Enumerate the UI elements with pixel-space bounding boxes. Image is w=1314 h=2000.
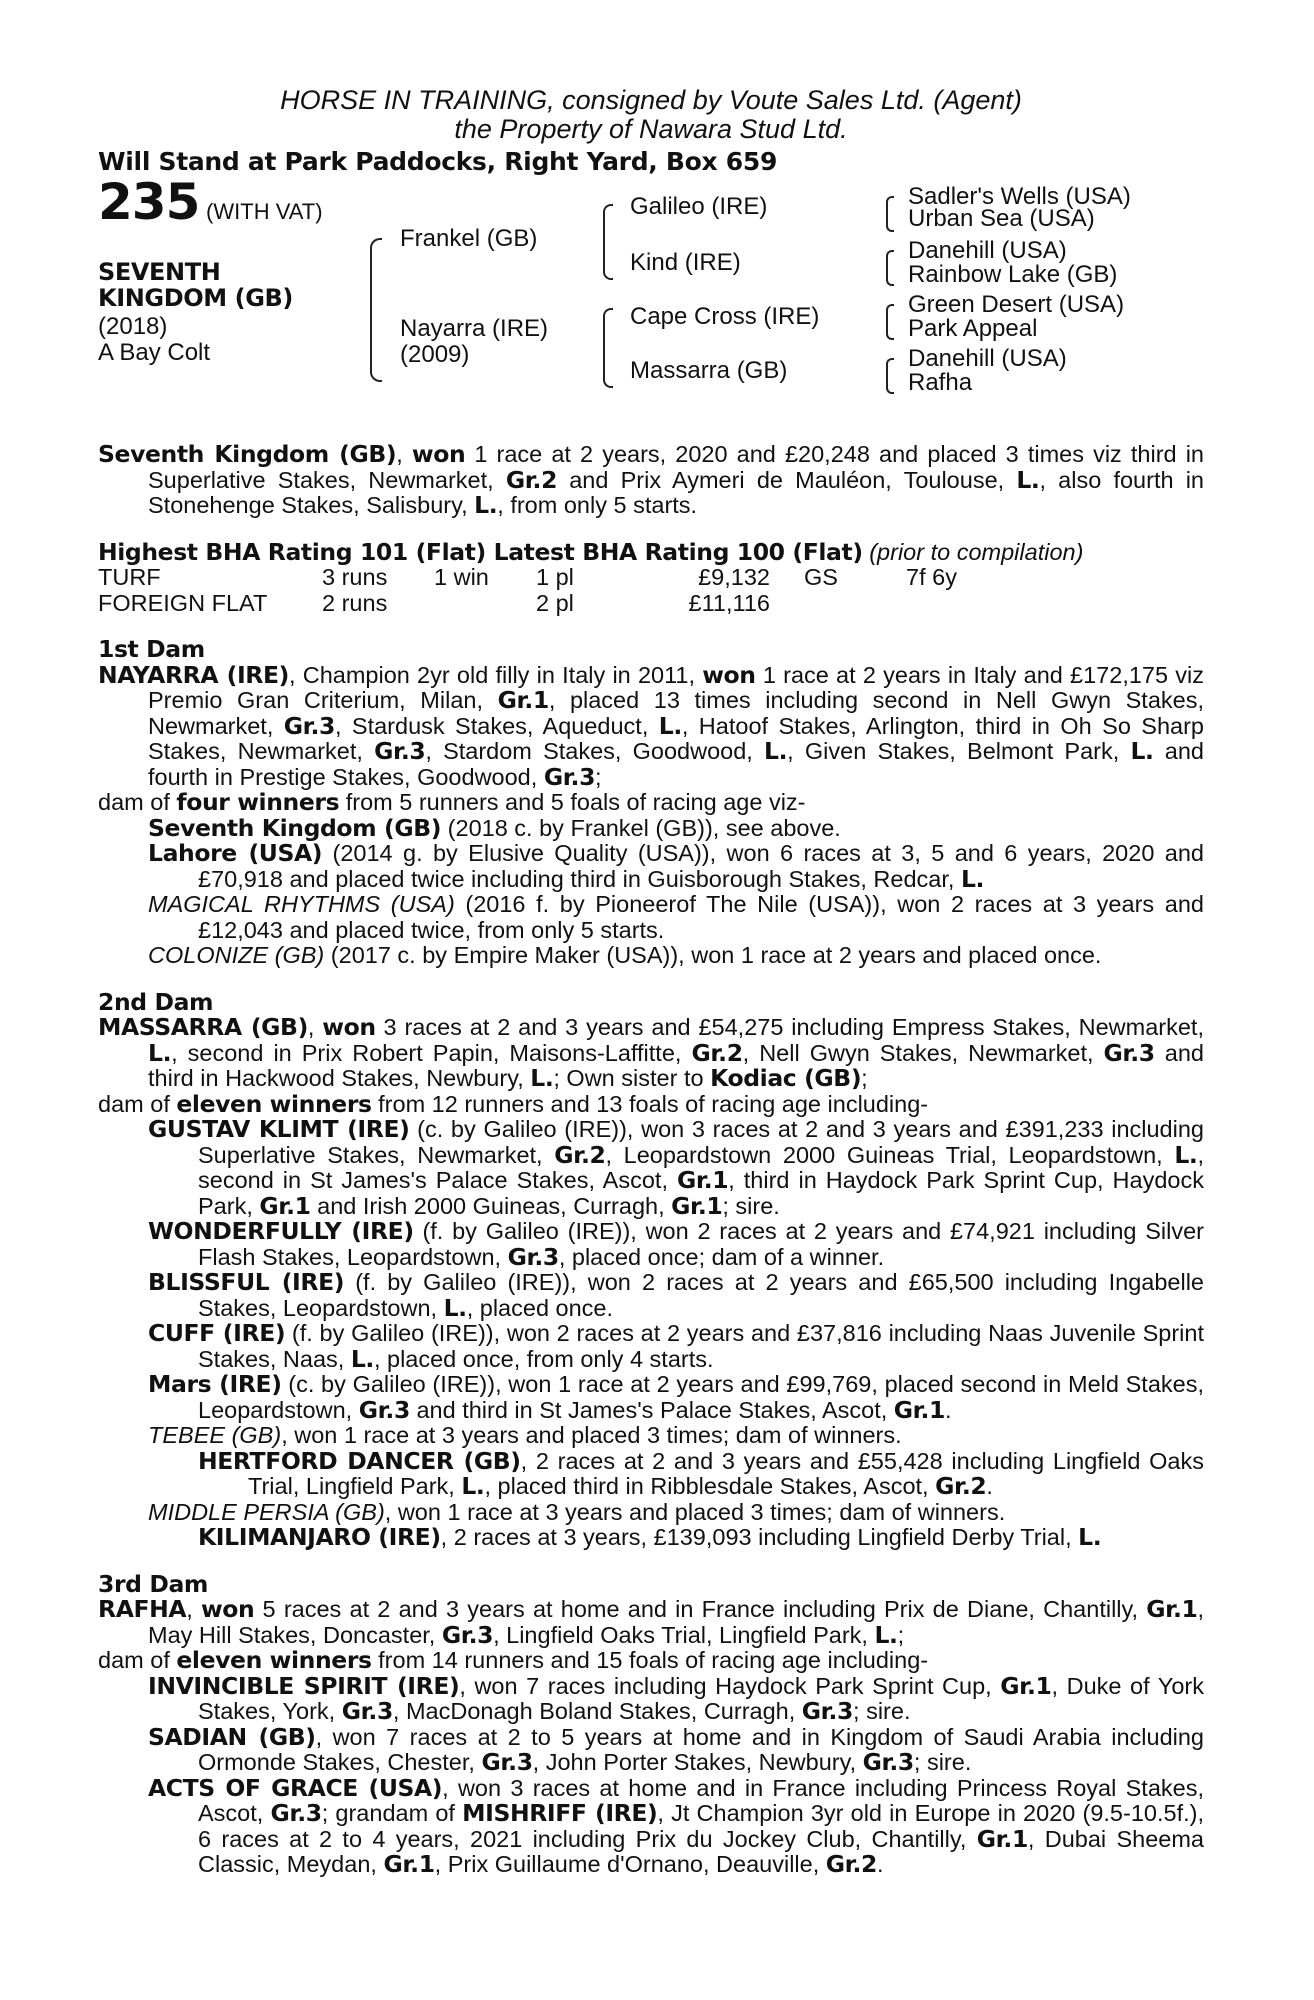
- section-title: 3rd Dam: [98, 1569, 208, 1598]
- lot-number: 235: [98, 173, 200, 231]
- list-item: Mars (IRE) (c. by Galileo (IRE)), won 1 race at 2 years and £99,769, placed second in Meld Stakes, Leopardstown, Gr.3 and third in St James's Palace Stakes, Ascot, Gr.1.: [148, 1370, 1204, 1424]
- horse-name-line1: SEVENTH: [98, 258, 221, 286]
- list-item: MIDDLE PERSIA (GB), won 1 race at 3 years and placed 3 times; dam of winners.: [148, 1498, 1006, 1525]
- dam-record: NAYARRA (IRE), Champion 2yr old filly in Italy in 2011, won 1 race at 2 years in Italy and £172,175 viz Premio Gran Criterium, Milan, Gr.1, placed 13 times including second in Nell Gwyn Stakes, Newmarket, Gr.3, Stardusk Stakes, Aqueduct, L., Hatoof Stakes, Arlington, third in Oh So Sharp Stakes, Newmarket, Gr.3, Stardom Stakes, Goodwood, L., Given Stakes, Belmont Park, L. and fourth in Prestige Stakes, Goodwood, Gr.3;: [98, 660, 1204, 791]
- sire-sire: Galileo (IRE): [630, 193, 768, 220]
- list-item: SADIAN (GB), won 7 races at 2 to 5 years at home and in Kingdom of Saudi Arabia including Ormonde Stakes, Chester, Gr.3, John Porter Stakes, Newbury, Gr.3; sire.: [148, 1722, 1204, 1776]
- list-item: HERTFORD DANCER (GB), 2 races at 2 and 3 years and £55,428 including Lingfield Oaks Trial, Lingfield Park, L., placed third in Ribblesdale Stakes, Ascot, Gr.2.: [198, 1446, 1204, 1500]
- dam: Nayarra (IRE): [400, 315, 549, 342]
- gen3-sds: Danehill (USA): [908, 237, 1067, 264]
- race-summary: Seventh Kingdom (GB), won 1 race at 2 years, 2020 and £20,248 and placed 3 times viz third in Superlative Stakes, Newmarket, Gr.2 and Prix Aymeri de Mauléon, Toulouse, L., also fourth in Stonehenge Stakes, Salisbury, L., from only 5 starts.: [98, 440, 1205, 519]
- gen3-dds: Danehill (USA): [908, 345, 1067, 372]
- dam-record: MASSARRA (GB), won 3 races at 2 and 3 years and £54,275 including Empress Stakes, Newmarket, L., second in Prix Robert Papin, Maisons-Laffitte, Gr.2, Nell Gwyn Stakes, Newmarket, Gr.3 and third in Hackwood Stakes, Newbury, L.; Own sister to Kodiac (GB);: [98, 1013, 1204, 1092]
- horse-name-line2: KINGDOM (GB): [98, 284, 294, 312]
- ratings-section: [98, 537, 1204, 617]
- foaling-year: (2018): [98, 313, 168, 340]
- catalogue-page: [98, 86, 1204, 1878]
- list-item: KILIMANJARO (IRE), 2 races at 3 years, £139,093 including Lingfield Derby Trial, L.: [198, 1523, 1102, 1551]
- gen3-dss: Green Desert (USA): [908, 291, 1125, 318]
- pedigree-brace: [603, 204, 613, 280]
- list-item: TEBEE (GB), won 1 race at 3 years and placed 3 times; dam of winners.: [148, 1422, 902, 1448]
- section-title: 1st Dam: [98, 635, 205, 663]
- list-item: Lahore (USA) (2014 g. by Elusive Quality (USA)), won 6 races at 3, 5 and 6 years, 2020 and £70,918 and placed twice including third in Guisborough Stakes, Redcar, L.: [148, 839, 1204, 893]
- sire: Frankel (GB): [400, 225, 538, 252]
- pedigree-brace: [370, 238, 382, 382]
- dam-produce-summary: dam of four winners from 5 runners and 5 foals of racing age viz-: [98, 788, 806, 816]
- pedigree-brace: [603, 308, 613, 388]
- horse-name: Seventh Kingdom (GB): [98, 440, 397, 468]
- list-item: BLISSFUL (IRE) (f. by Galileo (IRE)), won 2 races at 2 years and £65,500 including Ingabelle Stakes, Leopardstown, L., placed once.: [148, 1268, 1204, 1322]
- pedigree-brace: [886, 196, 894, 232]
- dam-dam: Massarra (GB): [630, 357, 788, 384]
- first-dam-section: [98, 637, 1204, 969]
- list-item: GUSTAV KLIMT (IRE) (c. by Galileo (IRE)), won 3 races at 2 and 3 years and £391,233 including Superlative Stakes, Newmarket, Gr.2, Leopardstown 2000 Guineas Trial, Leopardstown, L., second in St James's Palace Stakes, Ascot, Gr.1, third in Haydock Park Sprint Cup, Haydock Park, Gr.1 and Irish 2000 Guineas, Curragh, Gr.1; sire.: [148, 1115, 1204, 1220]
- list-item: Seventh Kingdom (GB) (2018 c. by Frankel (GB)), see above.: [148, 813, 841, 842]
- ratings-heading: Highest BHA Rating 101 (Flat) Latest BHA Rating 100 (Flat): [98, 537, 863, 566]
- pedigree-block: [98, 173, 1204, 420]
- vat-label: (WITH VAT): [206, 199, 323, 224]
- list-item: ACTS OF GRACE (USA), won 3 races at home and in France including Princess Royal Stakes, Ascot, Gr.3; grandam of MISHRIFF (IRE), Jt Champion 3yr old in Europe in 2020 (9.5-10.5f.), 6 races at 2 to 4 years, 2021 including Prix du Jockey Club, Chantilly, Gr.1, Dubai Sheema Classic, Meydan, Gr.1, Prix Guillaume d'Ornano, Deauville, Gr.2.: [148, 1773, 1204, 1878]
- list-item: CUFF (IRE) (f. by Galileo (IRE)), won 2 races at 2 years and £37,816 including Naas Juvenile Sprint Stakes, Naas, L., placed once, from only 4 starts.: [148, 1319, 1204, 1373]
- gen3-sss: Sadler's Wells (USA): [908, 183, 1131, 210]
- gen3-ssd: Urban Sea (USA): [908, 205, 1095, 232]
- gen3-sdd: Rainbow Lake (GB): [908, 261, 1118, 288]
- gen3-ddd: Rafha: [908, 369, 973, 396]
- ratings-table: [98, 565, 957, 616]
- gen3-dsd: Park Appeal: [908, 315, 1038, 342]
- third-dam-section: [98, 1569, 1205, 1878]
- won-label: won: [411, 440, 466, 468]
- list-item: MAGICAL RHYTHMS (USA) (2016 f. by Pioneerof The Nile (USA)), won 2 races at 3 years and £12,043 and placed twice, from only 5 starts.: [148, 891, 1204, 943]
- consignor-line: HORSE IN TRAINING, consigned by Voute Sales Ltd. (Agent): [280, 85, 1022, 115]
- dam-produce-summary: dam of eleven winners from 12 runners and 13 foals of racing age including-: [98, 1089, 929, 1118]
- list-item: INVINCIBLE SPIRIT (IRE), won 7 races including Haydock Park Sprint Cup, Gr.1, Duke of York Stakes, York, Gr.3, MacDonagh Boland Stakes, Curragh, Gr.3; sire.: [148, 1671, 1204, 1725]
- owner-line: the Property of Nawara Stud Ltd.: [454, 114, 848, 144]
- dam-produce-summary: dam of eleven winners from 14 runners and 15 foals of racing age including-: [98, 1646, 929, 1674]
- horse-description: A Bay Colt: [98, 339, 211, 366]
- list-item: COLONIZE (GB) (2017 c. by Empire Maker (USA)), won 1 race at 2 years and placed once.: [148, 942, 1102, 968]
- pedigree-brace: [886, 358, 894, 394]
- lot-number-line: [98, 173, 323, 231]
- table-row: FOREIGN FLAT 2 runs 2 pl £11,116: [98, 589, 770, 616]
- dam-sire: Cape Cross (IRE): [630, 303, 820, 330]
- list-item: WONDERFULLY (IRE) (f. by Galileo (IRE)), won 2 races at 2 years and £74,921 including Silver Flash Stakes, Leopardstown, Gr.3, placed once; dam of a winner.: [148, 1217, 1204, 1271]
- pedigree-brace: [886, 304, 894, 340]
- stand-location: Will Stand at Park Paddocks, Right Yard, Box 659: [98, 147, 778, 176]
- dam-year: (2009): [400, 341, 470, 368]
- table-row: TURF 3 runs 1 win 1 pl £9,132 GS 7f 6y: [98, 564, 957, 590]
- pedigree-brace: [886, 250, 894, 286]
- section-title: 2nd Dam: [98, 987, 214, 1016]
- sire-dam: Kind (IRE): [630, 249, 741, 276]
- ratings-note: (prior to compilation): [869, 538, 1084, 565]
- second-dam-section: [98, 987, 1204, 1551]
- dam-record: RAFHA, won 5 races at 2 and 3 years at home and in France including Prix de Diane, Chantilly, Gr.1, May Hill Stakes, Doncaster, Gr.3, Lingfield Oaks Trial, Lingfield Park, L.;: [98, 1595, 1205, 1649]
